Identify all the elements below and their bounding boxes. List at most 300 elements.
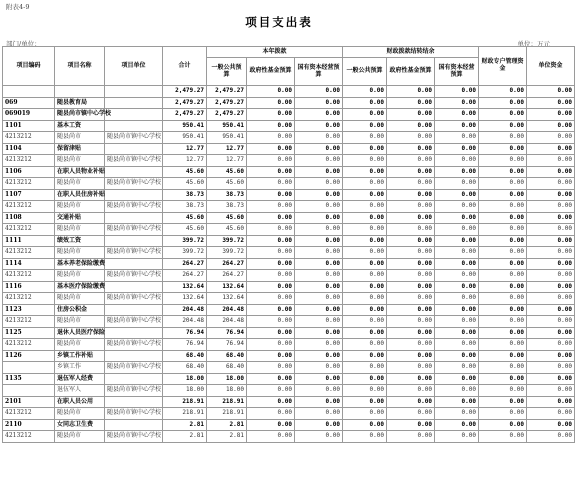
table-row [3, 350, 575, 362]
co-general-cell: 0.00 [343, 373, 387, 385]
table-row [3, 362, 575, 374]
name-cell: 随县尚市镇中心学校 [55, 109, 105, 121]
unit-funds-cell: 0.00 [527, 350, 575, 362]
unit-funds-cell: 0.00 [527, 109, 575, 121]
code-cell: 4213212 [3, 316, 55, 328]
gov-fund-cell: 0.00 [247, 270, 295, 282]
soe-cell: 0.00 [295, 350, 343, 362]
code-cell [3, 362, 55, 374]
gov-fund-cell: 0.00 [247, 316, 295, 328]
special-cell: 0.00 [479, 304, 527, 316]
unit-funds-cell: 0.00 [527, 212, 575, 224]
code-cell: 4213212 [3, 247, 55, 259]
name-cell: 基本医疗保险缴费 [55, 281, 105, 293]
co-general-cell: 0.00 [343, 143, 387, 155]
co-soe-cell: 0.00 [435, 86, 479, 98]
unit-funds-cell: 0.00 [527, 224, 575, 236]
co-gov-fund-cell: 0.00 [387, 109, 435, 121]
soe-cell: 0.00 [295, 281, 343, 293]
special-cell: 0.00 [479, 408, 527, 420]
co-gov-fund-cell: 0.00 [387, 86, 435, 98]
gov-fund-cell: 0.00 [247, 419, 295, 431]
unit-funds-cell: 0.00 [527, 293, 575, 305]
table-row [3, 281, 575, 293]
soe-cell: 0.00 [295, 86, 343, 98]
code-cell: 4213212 [3, 339, 55, 351]
co-gov-fund-cell: 0.00 [387, 327, 435, 339]
table-row [3, 293, 575, 305]
total-cell: 38.73 [163, 189, 207, 201]
org-cell [105, 189, 163, 201]
table-row [3, 178, 575, 190]
general-cell: 218.91 [207, 408, 247, 420]
total-cell: 12.77 [163, 143, 207, 155]
co-soe-cell: 0.00 [435, 97, 479, 109]
co-general-cell: 0.00 [343, 189, 387, 201]
unit-funds-cell: 0.00 [527, 235, 575, 247]
soe-cell: 0.00 [295, 143, 343, 155]
total-cell: 2.81 [163, 431, 207, 443]
special-cell: 0.00 [479, 235, 527, 247]
gov-fund-cell: 0.00 [247, 258, 295, 270]
code-cell: 1123 [3, 304, 55, 316]
co-soe-cell: 0.00 [435, 293, 479, 305]
special-cell: 0.00 [479, 431, 527, 443]
co-general-cell: 0.00 [343, 350, 387, 362]
co-soe-cell: 0.00 [435, 316, 479, 328]
org-cell: 随县尚市镇中心学校 [105, 339, 163, 351]
table-row [3, 189, 575, 201]
co-gov-fund-cell: 0.00 [387, 189, 435, 201]
code-cell: 4213212 [3, 224, 55, 236]
table-row [3, 339, 575, 351]
total-cell: 76.94 [163, 339, 207, 351]
general-cell: 2,479.27 [207, 109, 247, 121]
co-soe-cell: 0.00 [435, 408, 479, 420]
unit-funds-cell: 0.00 [527, 419, 575, 431]
special-cell: 0.00 [479, 155, 527, 167]
gov-fund-cell: 0.00 [247, 212, 295, 224]
general-cell: 132.64 [207, 281, 247, 293]
special-cell: 0.00 [479, 327, 527, 339]
total-cell: 12.77 [163, 155, 207, 167]
co-general-cell: 0.00 [343, 201, 387, 213]
general-cell: 38.73 [207, 201, 247, 213]
code-cell: 1101 [3, 120, 55, 132]
unit-funds-cell: 0.00 [527, 189, 575, 201]
special-cell: 0.00 [479, 258, 527, 270]
co-general-cell: 0.00 [343, 419, 387, 431]
gov-fund-cell: 0.00 [247, 385, 295, 397]
co-general-cell: 0.00 [343, 97, 387, 109]
gov-fund-cell: 0.00 [247, 339, 295, 351]
co-soe-cell: 0.00 [435, 396, 479, 408]
name-cell: 随县尚市 [55, 178, 105, 190]
name-cell: 随县尚市 [55, 293, 105, 305]
unit-funds-cell: 0.00 [527, 155, 575, 167]
code-cell: 1125 [3, 327, 55, 339]
co-soe-cell: 0.00 [435, 224, 479, 236]
total-cell: 950.41 [163, 132, 207, 144]
code-cell: 4213212 [3, 431, 55, 443]
special-cell: 0.00 [479, 362, 527, 374]
special-cell: 0.00 [479, 247, 527, 259]
general-cell: 45.60 [207, 178, 247, 190]
code-cell: 1107 [3, 189, 55, 201]
general-cell: 68.40 [207, 350, 247, 362]
code-cell: 069019 [3, 109, 55, 121]
soe-cell: 0.00 [295, 109, 343, 121]
co-soe-cell: 0.00 [435, 189, 479, 201]
name-cell: 保留津贴 [55, 143, 105, 155]
gov-fund-cell: 0.00 [247, 408, 295, 420]
co-gov-fund-cell: 0.00 [387, 120, 435, 132]
org-cell [105, 373, 163, 385]
special-cell: 0.00 [479, 97, 527, 109]
unit-funds-cell: 0.00 [527, 166, 575, 178]
co-soe-cell: 0.00 [435, 166, 479, 178]
special-cell: 0.00 [479, 339, 527, 351]
gov-fund-cell: 0.00 [247, 247, 295, 259]
special-cell: 0.00 [479, 109, 527, 121]
org-cell [105, 143, 163, 155]
org-cell [105, 235, 163, 247]
table-row [3, 304, 575, 316]
general-cell: 76.94 [207, 327, 247, 339]
org-cell: 随县尚市镇中心学校 [105, 224, 163, 236]
header-gov-fund: 政府性基金预算 [247, 58, 295, 86]
total-cell: 264.27 [163, 270, 207, 282]
header-total: 合计 [163, 47, 207, 86]
co-general-cell: 0.00 [343, 396, 387, 408]
total-cell: 45.60 [163, 224, 207, 236]
special-cell: 0.00 [479, 270, 527, 282]
gov-fund-cell: 0.00 [247, 189, 295, 201]
general-cell: 12.77 [207, 143, 247, 155]
general-cell: 18.00 [207, 385, 247, 397]
co-soe-cell: 0.00 [435, 362, 479, 374]
soe-cell: 0.00 [295, 316, 343, 328]
code-cell: 1104 [3, 143, 55, 155]
unit-funds-cell: 0.00 [527, 120, 575, 132]
table-row [3, 120, 575, 132]
unit-funds-cell: 0.00 [527, 316, 575, 328]
code-cell: 1126 [3, 350, 55, 362]
unit-funds-cell: 0.00 [527, 362, 575, 374]
general-cell: 132.64 [207, 293, 247, 305]
total-cell: 218.91 [163, 408, 207, 420]
co-general-cell: 0.00 [343, 235, 387, 247]
co-general-cell: 0.00 [343, 178, 387, 190]
table-row [3, 109, 575, 121]
header-unit-funds: 单位资金 [527, 47, 575, 86]
unit-funds-cell: 0.00 [527, 97, 575, 109]
header-row-group [3, 47, 575, 58]
soe-cell: 0.00 [295, 258, 343, 270]
co-soe-cell: 0.00 [435, 178, 479, 190]
co-soe-cell: 0.00 [435, 281, 479, 293]
total-cell: 38.73 [163, 201, 207, 213]
co-general-cell: 0.00 [343, 304, 387, 316]
unit-funds-cell: 0.00 [527, 373, 575, 385]
total-cell: 399.72 [163, 247, 207, 259]
code-cell: 1116 [3, 281, 55, 293]
co-general-cell: 0.00 [343, 431, 387, 443]
co-general-cell: 0.00 [343, 293, 387, 305]
org-cell [105, 166, 163, 178]
soe-cell: 0.00 [295, 293, 343, 305]
table-row [3, 270, 575, 282]
unit-funds-cell: 0.00 [527, 247, 575, 259]
org-cell [105, 120, 163, 132]
co-general-cell: 0.00 [343, 339, 387, 351]
special-cell: 0.00 [479, 350, 527, 362]
gov-fund-cell: 0.00 [247, 132, 295, 144]
co-soe-cell: 0.00 [435, 304, 479, 316]
gov-fund-cell: 0.00 [247, 97, 295, 109]
co-gov-fund-cell: 0.00 [387, 224, 435, 236]
org-cell: 随县尚市镇中心学校 [105, 316, 163, 328]
special-cell: 0.00 [479, 143, 527, 155]
name-cell: 退伍军人经费 [55, 373, 105, 385]
unit-funds-cell: 0.00 [527, 396, 575, 408]
code-cell: 4213212 [3, 132, 55, 144]
special-cell: 0.00 [479, 189, 527, 201]
org-cell: 随县尚市镇中心学校 [105, 247, 163, 259]
table-row [3, 143, 575, 155]
header-code: 项目编码 [3, 47, 55, 86]
total-cell: 218.91 [163, 396, 207, 408]
co-general-cell: 0.00 [343, 86, 387, 98]
org-cell [105, 97, 163, 109]
name-cell: 乡镇工作补贴 [55, 350, 105, 362]
total-cell: 2.81 [163, 419, 207, 431]
soe-cell: 0.00 [295, 408, 343, 420]
gov-fund-cell: 0.00 [247, 201, 295, 213]
unit-funds-cell: 0.00 [527, 132, 575, 144]
gov-fund-cell: 0.00 [247, 373, 295, 385]
general-cell: 12.77 [207, 155, 247, 167]
co-general-cell: 0.00 [343, 408, 387, 420]
co-gov-fund-cell: 0.00 [387, 212, 435, 224]
co-soe-cell: 0.00 [435, 373, 479, 385]
name-cell: 随县尚市 [55, 316, 105, 328]
co-soe-cell: 0.00 [435, 270, 479, 282]
unit-funds-cell: 0.00 [527, 385, 575, 397]
co-soe-cell: 0.00 [435, 120, 479, 132]
special-cell: 0.00 [479, 385, 527, 397]
total-cell: 2,479.27 [163, 109, 207, 121]
total-cell: 264.27 [163, 258, 207, 270]
total-cell: 399.72 [163, 235, 207, 247]
code-cell: 1108 [3, 212, 55, 224]
code-cell: 069 [3, 97, 55, 109]
special-cell: 0.00 [479, 201, 527, 213]
table-row [3, 247, 575, 259]
co-soe-cell: 0.00 [435, 385, 479, 397]
soe-cell: 0.00 [295, 270, 343, 282]
table-row [3, 396, 575, 408]
code-cell: 4213212 [3, 408, 55, 420]
soe-cell: 0.00 [295, 178, 343, 190]
general-cell: 264.27 [207, 258, 247, 270]
total-cell: 18.00 [163, 385, 207, 397]
soe-cell: 0.00 [295, 373, 343, 385]
soe-cell: 0.00 [295, 132, 343, 144]
co-general-cell: 0.00 [343, 270, 387, 282]
co-general-cell: 0.00 [343, 212, 387, 224]
code-cell: 4213212 [3, 201, 55, 213]
general-cell: 399.72 [207, 247, 247, 259]
co-general-cell: 0.00 [343, 166, 387, 178]
name-cell [55, 86, 105, 98]
org-cell [105, 304, 163, 316]
name-cell: 随县教育局 [55, 97, 105, 109]
org-cell [105, 86, 163, 98]
gov-fund-cell: 0.00 [247, 293, 295, 305]
table-row [3, 316, 575, 328]
total-cell: 132.64 [163, 281, 207, 293]
co-soe-cell: 0.00 [435, 350, 479, 362]
name-cell: 随县尚市 [55, 408, 105, 420]
code-cell: 4213212 [3, 293, 55, 305]
gov-fund-cell: 0.00 [247, 109, 295, 121]
co-gov-fund-cell: 0.00 [387, 339, 435, 351]
soe-cell: 0.00 [295, 189, 343, 201]
gov-fund-cell: 0.00 [247, 120, 295, 132]
co-soe-cell: 0.00 [435, 212, 479, 224]
general-cell: 264.27 [207, 270, 247, 282]
co-soe-cell: 0.00 [435, 431, 479, 443]
special-cell: 0.00 [479, 316, 527, 328]
general-cell: 950.41 [207, 120, 247, 132]
name-cell: 退伍军人 [55, 385, 105, 397]
code-cell [3, 385, 55, 397]
table-row [3, 373, 575, 385]
table-row [3, 86, 575, 98]
name-cell: 基本养老保险缴费 [55, 258, 105, 270]
page-title: 项目支出表 [245, 15, 313, 29]
gov-fund-cell: 0.00 [247, 362, 295, 374]
co-soe-cell: 0.00 [435, 258, 479, 270]
header-co-gov-fund: 政府性基金预算 [387, 58, 435, 86]
soe-cell: 0.00 [295, 247, 343, 259]
name-cell: 乡镇工作 [55, 362, 105, 374]
co-general-cell: 0.00 [343, 362, 387, 374]
co-gov-fund-cell: 0.00 [387, 350, 435, 362]
special-cell: 0.00 [479, 120, 527, 132]
co-gov-fund-cell: 0.00 [387, 293, 435, 305]
code-cell: 4213212 [3, 155, 55, 167]
co-gov-fund-cell: 0.00 [387, 166, 435, 178]
org-cell [105, 281, 163, 293]
unit-funds-cell: 0.00 [527, 143, 575, 155]
soe-cell: 0.00 [295, 212, 343, 224]
total-cell: 18.00 [163, 373, 207, 385]
total-cell: 45.60 [163, 178, 207, 190]
table-row [3, 166, 575, 178]
name-cell: 随县尚市 [55, 132, 105, 144]
code-cell: 1111 [3, 235, 55, 247]
table-row [3, 327, 575, 339]
general-cell: 18.00 [207, 373, 247, 385]
co-soe-cell: 0.00 [435, 235, 479, 247]
special-cell: 0.00 [479, 419, 527, 431]
special-cell: 0.00 [479, 281, 527, 293]
unit-label: 单位：万元 [517, 40, 550, 48]
general-cell: 399.72 [207, 235, 247, 247]
gov-fund-cell: 0.00 [247, 178, 295, 190]
soe-cell: 0.00 [295, 166, 343, 178]
table-row [3, 201, 575, 213]
soe-cell: 0.00 [295, 431, 343, 443]
special-cell: 0.00 [479, 373, 527, 385]
gov-fund-cell: 0.00 [247, 396, 295, 408]
unit-funds-cell: 0.00 [527, 270, 575, 282]
general-cell: 68.40 [207, 362, 247, 374]
table-row [3, 155, 575, 167]
co-gov-fund-cell: 0.00 [387, 97, 435, 109]
code-cell: 4213212 [3, 178, 55, 190]
total-cell: 204.48 [163, 316, 207, 328]
soe-cell: 0.00 [295, 385, 343, 397]
name-cell: 住房公积金 [55, 304, 105, 316]
co-gov-fund-cell: 0.00 [387, 362, 435, 374]
header-special: 财政专户管理资金 [479, 47, 527, 86]
total-cell: 68.40 [163, 350, 207, 362]
co-general-cell: 0.00 [343, 224, 387, 236]
co-gov-fund-cell: 0.00 [387, 178, 435, 190]
table-row [3, 132, 575, 144]
org-cell: 随县尚市镇中心学校 [105, 362, 163, 374]
total-cell: 950.41 [163, 120, 207, 132]
co-gov-fund-cell: 0.00 [387, 431, 435, 443]
header-general: 一般公共预算 [207, 58, 247, 86]
header-org: 项目单位 [105, 47, 163, 86]
co-soe-cell: 0.00 [435, 201, 479, 213]
general-cell: 45.60 [207, 166, 247, 178]
table-row [3, 408, 575, 420]
org-cell: 随县尚市镇中心学校 [105, 408, 163, 420]
header-group-carryover: 财政拨款结转结余 [343, 47, 479, 58]
unit-funds-cell: 0.00 [527, 86, 575, 98]
gov-fund-cell: 0.00 [247, 155, 295, 167]
gov-fund-cell: 0.00 [247, 431, 295, 443]
org-cell: 随县尚市镇中心学校 [105, 385, 163, 397]
general-cell: 2,479.27 [207, 97, 247, 109]
org-cell: 随县尚市镇中心学校 [105, 178, 163, 190]
unit-funds-cell: 0.00 [527, 304, 575, 316]
soe-cell: 0.00 [295, 339, 343, 351]
co-soe-cell: 0.00 [435, 327, 479, 339]
soe-cell: 0.00 [295, 224, 343, 236]
soe-cell: 0.00 [295, 327, 343, 339]
unit-funds-cell: 0.00 [527, 408, 575, 420]
appendix-label: 附表4-9 [6, 3, 30, 11]
soe-cell: 0.00 [295, 155, 343, 167]
total-cell: 204.48 [163, 304, 207, 316]
unit-funds-cell: 0.00 [527, 258, 575, 270]
header-co-soe-capital: 国有资本经营预算 [435, 58, 479, 86]
co-gov-fund-cell: 0.00 [387, 247, 435, 259]
general-cell: 2.81 [207, 431, 247, 443]
org-cell: 随县尚市镇中心学校 [105, 293, 163, 305]
special-cell: 0.00 [479, 212, 527, 224]
total-cell: 45.60 [163, 166, 207, 178]
org-cell: 随县尚市镇中心学校 [105, 270, 163, 282]
total-cell: 76.94 [163, 327, 207, 339]
org-cell [105, 109, 163, 121]
